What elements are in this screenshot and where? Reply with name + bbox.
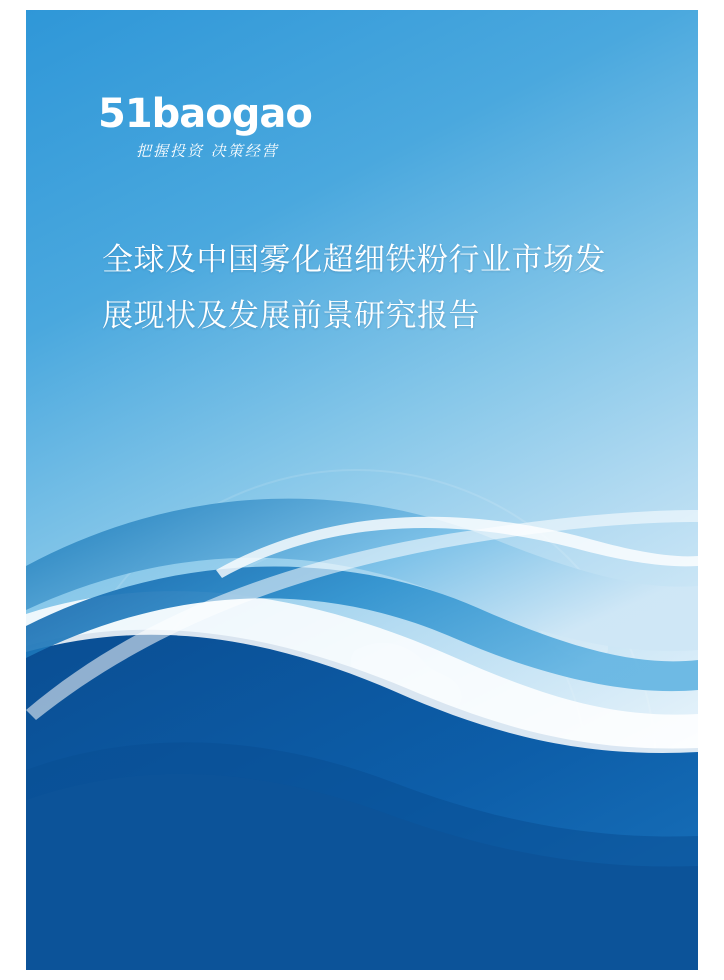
logo-number: 51	[98, 91, 152, 137]
logo-word: baogao	[151, 91, 312, 137]
logo-tagline: 把握投资 决策经营	[136, 142, 279, 160]
page-title-line-1: 全球及中国雾化超细铁粉行业市场发	[102, 242, 606, 278]
company-logo	[98, 92, 348, 172]
page-title-line-2: 展现状及发展前景研究报告	[102, 298, 480, 334]
page-title	[102, 232, 662, 344]
cover-artwork	[26, 10, 698, 970]
logo-wordmark	[98, 92, 312, 136]
